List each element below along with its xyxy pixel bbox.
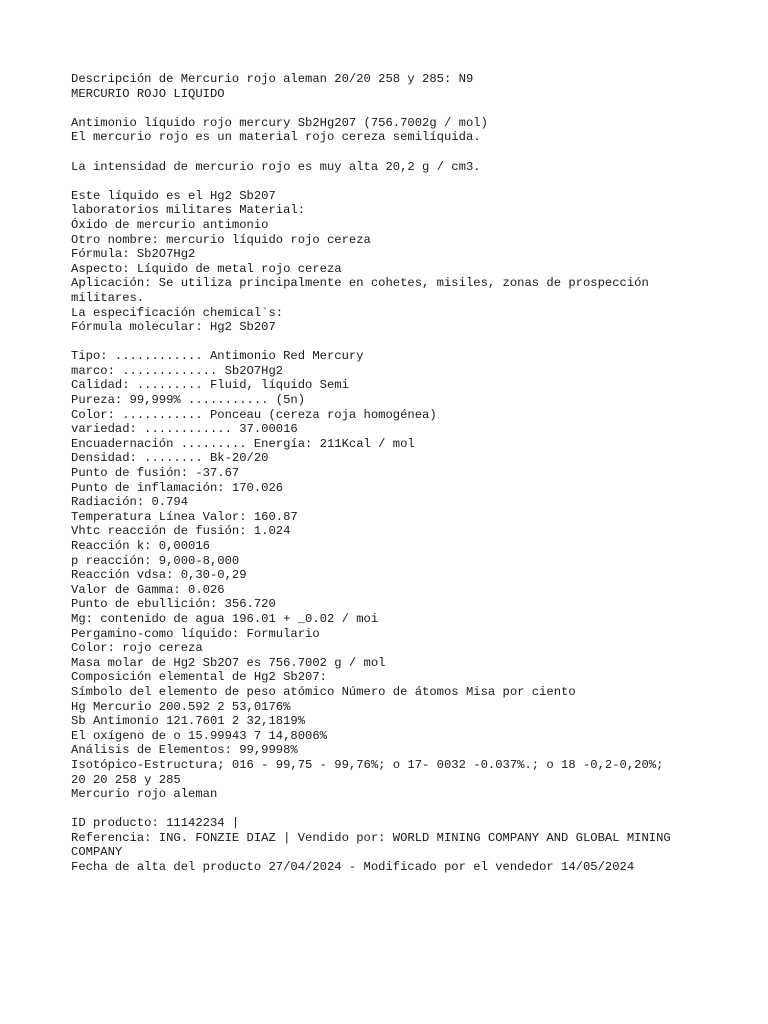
spec-line: Valor de Gamma: 0.026 [71, 582, 225, 597]
spec-line: p reacción: 9,000-8,000 [71, 553, 240, 568]
spec-line: Encuadernación ......... Energía: 211Kcal / mol [71, 436, 415, 451]
spec-line: Vhtc reacción de fusión: 1.024 [71, 524, 291, 539]
intro-line: El mercurio rojo es un material rojo cereza semilíquida. [71, 130, 481, 145]
spacer [71, 174, 711, 189]
material-section [71, 189, 711, 335]
document-title: MERCURIO ROJO LIQUIDO [71, 86, 225, 101]
spec-line: Sb Antimonio 121.7601 2 32,1819% [71, 714, 306, 729]
spec-line: Mercurio rojo aleman [71, 787, 218, 802]
spec-line: Color: rojo cereza [71, 641, 203, 656]
spec-line: Reacción k: 0,00016 [71, 539, 210, 553]
spec-line: Composición elemental de Hg2 Sb207: [71, 670, 327, 685]
spec-line: Tipo: ............ Antimonio Red Mercury [71, 349, 364, 364]
spec-line: 20 20 258 y 285 [71, 772, 181, 787]
material-line: Fórmula molecular: Hg2 Sb207 [71, 320, 276, 335]
reference-seller-continued: COMPANY [71, 845, 123, 860]
spacer [71, 335, 711, 350]
spec-line: variedad: ............ 37.00016 [71, 422, 298, 437]
spec-line: marco: ............. Sb2O7Hg2 [71, 363, 284, 378]
material-line: militares. [71, 290, 145, 305]
intensity-line: La intensidad de mercurio rojo es muy alta 20,2 g / cm3. [71, 159, 481, 174]
spec-line: Densidad: ........ Bk-20/20 [71, 451, 269, 466]
spec-line: Mg: contenido de agua 196.01 + _0.02 / moi [71, 611, 379, 626]
description-heading: Descripción de Mercurio rojo aleman 20/20 258 y 285: N9 [71, 72, 474, 86]
spec-line: Color: ........... Ponceau (cereza roja homogénea) [71, 407, 437, 422]
material-line: Óxido de mercurio antimonio [71, 217, 269, 232]
spec-line: Símbolo del elemento de peso atómico Número de átomos Misa por ciento [71, 684, 576, 699]
spec-line: Análisis de Elementos: 99,9998% [71, 743, 298, 758]
spec-line: Radiación: 0.794 [71, 495, 189, 510]
spacer [71, 101, 711, 116]
material-line: Aplicación: Se utiliza principalmente en cohetes, misiles, zonas de prospección [71, 276, 649, 291]
material-line: Aspecto: Líquido de metal rojo cereza [71, 261, 342, 276]
spec-line: Temperatura Línea Valor: 160.87 [71, 509, 298, 524]
material-line: Este líquido es el Hg2 Sb207 [71, 188, 276, 203]
product-footer [71, 816, 711, 874]
material-line: Otro nombre: mercurio líquido rojo cereza [71, 232, 371, 247]
product-dates: Fecha de alta del producto 27/04/2024 - Modificado por el vendedor 14/05/2024 [71, 860, 635, 875]
reference-seller: Referencia: ING. FONZIE DIAZ | Vendido por: WORLD MINING COMPANY AND GLOBAL MINING [71, 830, 671, 845]
specifications-section [71, 349, 711, 801]
spec-line: Calidad: ......... Fluid, líquido Semi [71, 378, 349, 393]
spec-line: El oxígeno de o 15.99943 7 14,8006% [71, 728, 327, 743]
spacer [71, 802, 711, 817]
spec-line: Punto de inflamación: 170.026 [71, 480, 284, 495]
spec-line: Pergamino-como líquido: Formulario [71, 626, 320, 641]
product-id: ID producto: 11142234 | [71, 816, 240, 831]
spec-line: Hg Mercurio 200.592 2 53,0176% [71, 699, 291, 714]
spec-line: Reacción vdsa: 0,30-0,29 [71, 568, 247, 583]
spec-line: Pureza: 99,999% ........... (5n) [71, 393, 306, 408]
product-description-document [71, 72, 711, 875]
spec-line: Masa molar de Hg2 Sb2O7 es 756.7002 g / mol [71, 655, 386, 670]
spec-line: Punto de fusión: -37.67 [71, 466, 240, 481]
material-line: La especificación chemical`s: [71, 305, 284, 320]
spec-line: Isotópico-Estructura; 016 - 99,75 - 99,76%; o 17- 0032 -0.037%.; o 18 -0,2-0,20%; [71, 757, 664, 772]
spec-line: Punto de ebullición: 356.720 [71, 597, 276, 612]
spacer [71, 145, 711, 160]
material-line: laboratorios militares Material: [71, 203, 306, 218]
material-line: Fórmula: Sb2O7Hg2 [71, 247, 196, 262]
intro-line: Antimonio líquido rojo mercury Sb2Hg207 (756.7002g / mol) [71, 115, 488, 130]
